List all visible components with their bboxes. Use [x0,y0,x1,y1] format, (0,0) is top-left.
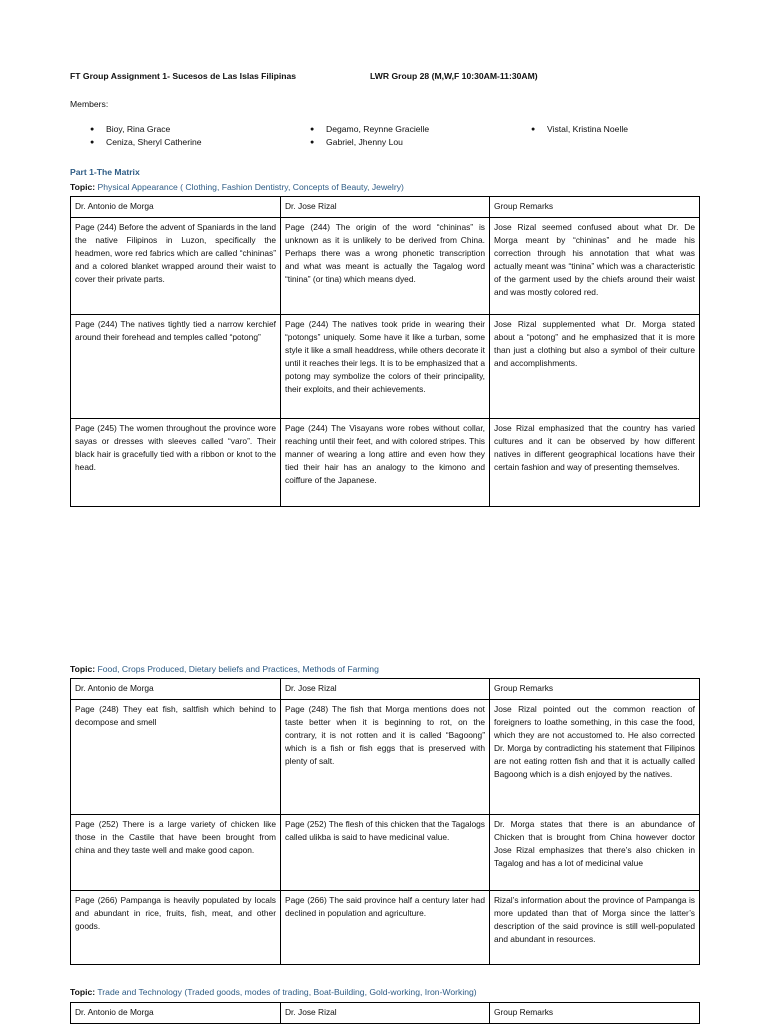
table-row [71,700,700,815]
table-cell: Page (244) The natives took pride in wearing their “potongs” uniquely. Some have it like a turban, some style it like a small headdress, while others decorate it until it reaches their legs. It is to be emphasized that a potong may symbolize the colors of their principality, their exploits, and their achievements. [281,315,490,419]
table-cell: Page (266) The said province half a century later had declined in population and agriculture. [281,891,490,965]
part-title: Part 1-The Matrix [70,167,140,177]
table-cell: Page (244) The Visayans wore robes without collar, reaching until their feet, and with colored stripes. This manner of wearing a long attire and even how they tied their hair has an analogy to the kimono and coiffure of the Japanese. [281,419,490,507]
column-header-rizal: Dr. Jose Rizal [281,197,490,218]
table-cell: Page (266) Pampanga is heavily populated by locals and abundant in rice, fruits, fish, meat, and other goods. [71,891,281,965]
table-cell: Page (252) The flesh of this chicken that the Tagalogs called ulikba is said to have medicinal value. [281,815,490,891]
table-header-row [71,1003,700,1024]
topic-text: Physical Appearance ( Clothing, Fashion Dentistry, Concepts of Beauty, Jewelry) [97,182,404,192]
member-item: ● Bioy, Rina Grace [106,123,170,136]
topic-heading [70,663,379,676]
column-header-morga: Dr. Antonio de Morga [71,1003,281,1024]
topic-text: Trade and Technology (Traded goods, modes of trading, Boat-Building, Gold-working, Iron-Working) [97,987,477,997]
topic-label: Topic: [70,987,96,997]
table-row [71,891,700,965]
table-cell: Rizal’s information about the province of Pampanga is more updated than that of Morga since the latter’s description of the said province is still well-populated and abundant in resources. [490,891,700,965]
topic-heading [70,986,477,999]
table-row [71,419,700,507]
member-item: ● Gabriel, Jhenny Lou [326,136,403,149]
group-info: LWR Group 28 (M,W,F 10:30AM-11:30AM) [370,71,538,81]
table-row [71,815,700,891]
column-header-remarks: Group Remarks [490,1003,700,1024]
table-cell: Page (248) They eat fish, saltfish which behind to decompose and smell [71,700,281,815]
document-title: FT Group Assignment 1- Sucesos de Las Islas Filipinas [70,71,297,81]
table-cell: Page (244) The origin of the word “chininas” is unknown as it is unlikely to be derived from China. Perhaps there was a wrong phonetic transcription and what was meant is actually the Tagalog word “tinina” (or tina) which means dyed. [281,218,490,315]
members-label: Members: [70,99,109,109]
table-cell: Page (248) The fish that Morga mentions does not taste better when it is beginning to rot, on the contrary, it is not rotten and it is called “Bagoong” which is a fish or fish eggs that is preserved with plenty of salt. [281,700,490,815]
table-cell: Page (244) The natives tightly tied a narrow kerchief around their forehead and temples called “potong” [71,315,281,419]
table-row [71,218,700,315]
table-cell: Jose Rizal pointed out the common reaction of foreigners to loathe something, in this case the food, which they are not accustomed to. He also corrected Dr. Morga by contradicting his statement that Filipinos are not eating rotten fish and that it is actually called Bagoong which is a dish enjoyed by the natives. [490,700,700,815]
table-header-row [71,197,700,218]
table-cell: Jose Rizal supplemented what Dr. Morga stated about a “potong” and he emphasized that it is more than just a clothing but also a symbol of their culture and accomplishments. [490,315,700,419]
topic-heading [70,181,404,194]
matrix-table [70,1002,700,1024]
table-row [71,315,700,419]
member-item: ● Vistal, Kristina Noelle [547,123,628,136]
table-cell: Jose Rizal seemed confused about what Dr. De Morga meant by “chininas” and he made his correction through his annotation that what was actually meant was “tinina” which was a characteristic of the garment used by the chiefs around their waist and was mostly colored red. [490,218,700,315]
table-cell: Page (244) Before the advent of Spaniards in the land the native Filipinos in Luzon, specifically the headmen, wore red fabrics which are called “chininas” and a colored blanket wrapped around their waist to cover their private parts. [71,218,281,315]
table-cell: Page (245) The women throughout the province wore sayas or dresses with sleeves called “varo”. Their black hair is gracefully tied with a ribbon or knot to the head. [71,419,281,507]
column-header-remarks: Group Remarks [490,197,700,218]
table-cell: Page (252) There is a large variety of chicken like those in the Castile that have been brought from china and they taste well and make good capon. [71,815,281,891]
column-header-morga: Dr. Antonio de Morga [71,197,281,218]
topic-text: Food, Crops Produced, Dietary beliefs and Practices, Methods of Farming [97,664,379,674]
column-header-remarks: Group Remarks [490,679,700,700]
matrix-table [70,196,700,507]
table-cell: Dr. Morga states that there is an abundance of Chicken that is brought from China however doctor Jose Rizal emphasizes that there’s also chicken in Tagalog and has a lot of medicinal value [490,815,700,891]
member-item: ● Degamo, Reynne Gracielle [326,123,429,136]
column-header-morga: Dr. Antonio de Morga [71,679,281,700]
table-cell: Jose Rizal emphasized that the country has varied cultures and it can be observed by how different natives in different geographical locations have their certain fashion and way of presenting themselves. [490,419,700,507]
column-header-rizal: Dr. Jose Rizal [281,679,490,700]
member-item: ● Ceniza, Sheryl Catherine [106,136,202,149]
topic-label: Topic: [70,664,96,674]
table-header-row [71,679,700,700]
topic-label: Topic: [70,182,96,192]
matrix-table [70,678,700,965]
column-header-rizal: Dr. Jose Rizal [281,1003,490,1024]
